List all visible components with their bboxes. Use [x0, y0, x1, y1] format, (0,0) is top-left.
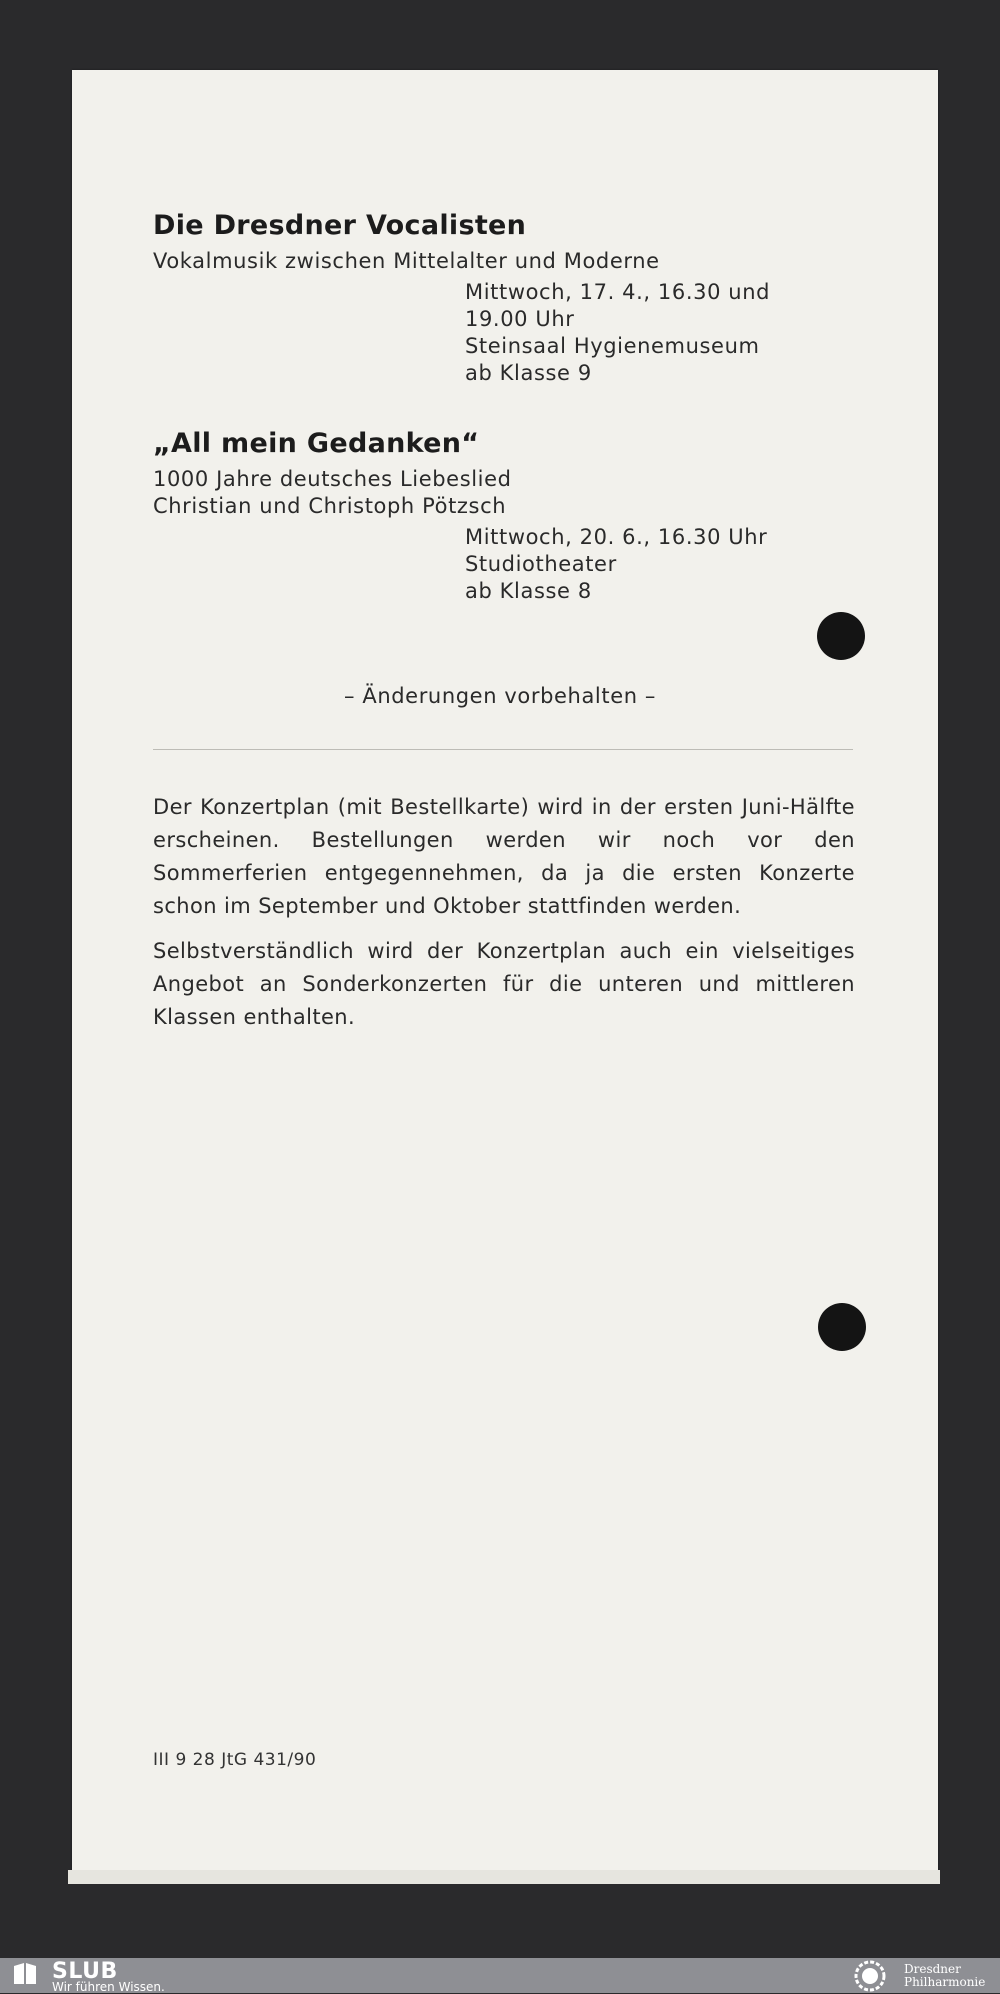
event2-grade: ab Klasse 8: [465, 579, 592, 603]
event1-title: Die Dresdner Vocalisten: [153, 210, 527, 241]
print-code: III 9 28 JtG 431/90: [153, 1750, 317, 1770]
event2-subtitle1: 1000 Jahre deutsches Liebeslied: [153, 467, 512, 491]
event2-venue: Studiotheater: [465, 552, 617, 576]
punch-hole-top: [817, 612, 865, 660]
special-concerts-paragraph: Selbstverständlich wird der Konzertplan auch ein vielseitiges Angebot an Sonderkonzerten für die unteren und mittleren Klassen enthalten.: [153, 939, 855, 1029]
philharmonie-logo: [845, 1959, 895, 1993]
footer-bar: [0, 1958, 1000, 1993]
event1-grade: ab Klasse 9: [465, 361, 592, 385]
event1-subtitle: Vokalmusik zwischen Mittelalter und Moderne: [153, 249, 660, 273]
event2-subtitle2: Christian und Christoph Pötzsch: [153, 494, 507, 518]
philharmonie-line2: Philharmonie: [904, 1975, 986, 1989]
slub-tagline: Wir führen Wissen.: [52, 1980, 165, 1994]
event2-date: Mittwoch, 20. 6., 16.30 Uhr: [465, 525, 768, 549]
event1-venue: Steinsaal Hygienemuseum: [465, 334, 760, 358]
sheet-bottom-edge: [68, 1870, 940, 1884]
concert-plan-paragraph: Der Konzertplan (mit Bestellkarte) wird in der ersten Juni-Hälfte erscheinen. Bestellungen werden wir noch vor den Sommerferien entgegennehmen, da ja die ersten Konzerte schon im September und Oktober stattfinden werden.: [153, 795, 855, 918]
divider: [153, 749, 853, 750]
changes-notice: – Änderungen vorbehalten –: [344, 684, 656, 708]
philharmonie-line1: Dresdner: [904, 1962, 961, 1976]
book-icon: [12, 1962, 38, 1986]
slub-brand: SLUB: [52, 1959, 118, 1984]
punch-hole-bottom: [818, 1303, 866, 1351]
event1-time: 19.00 Uhr: [465, 307, 575, 331]
event1-date: Mittwoch, 17. 4., 16.30 und: [465, 280, 771, 304]
event2-title: „All mein Gedanken“: [153, 428, 480, 459]
philharmonie-brand: [904, 1963, 985, 1989]
